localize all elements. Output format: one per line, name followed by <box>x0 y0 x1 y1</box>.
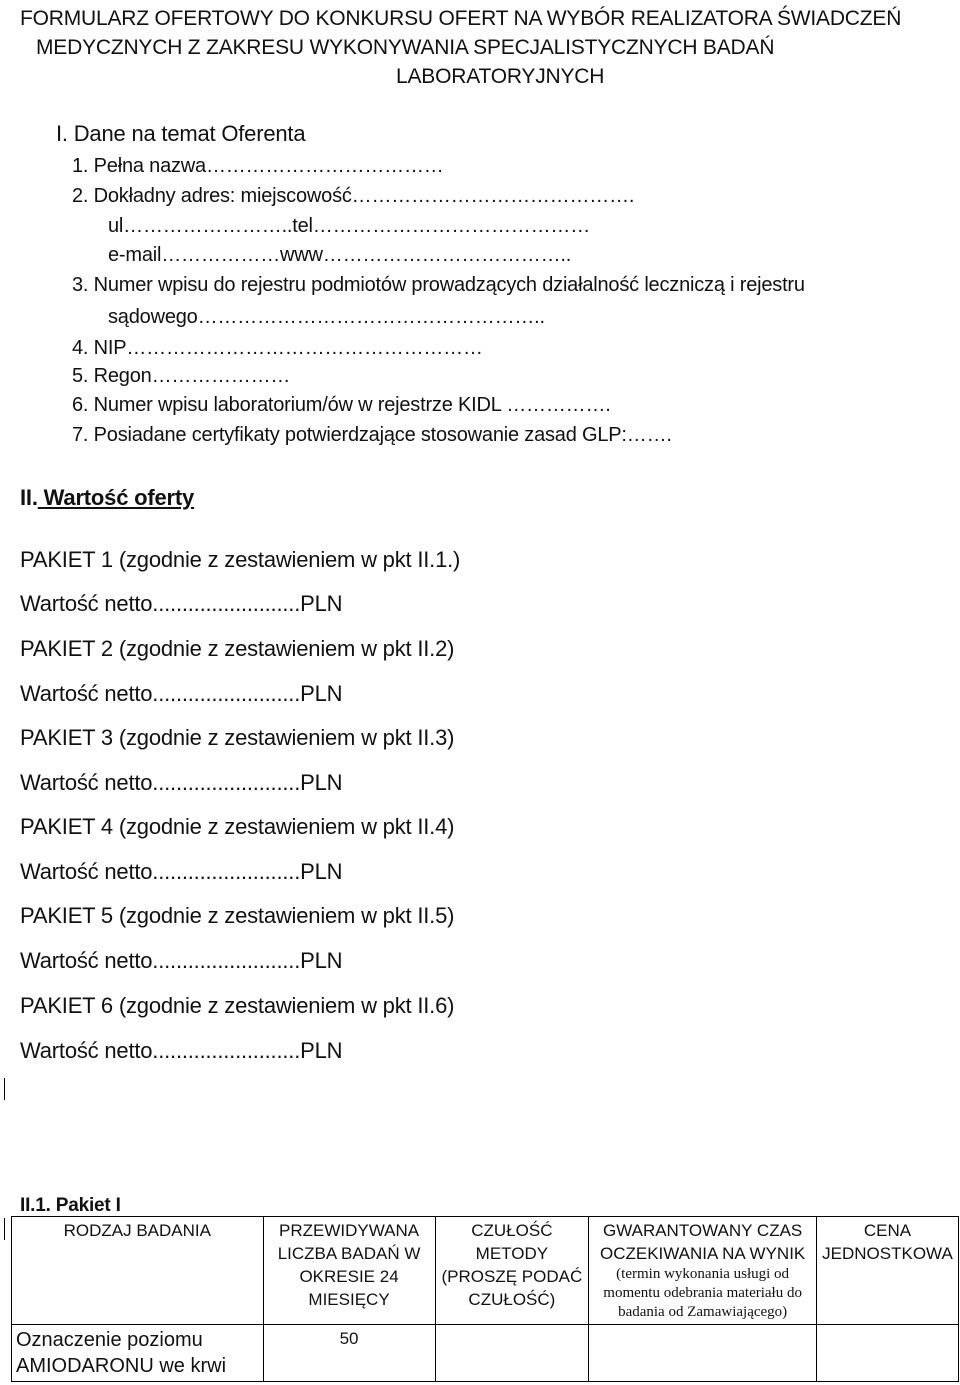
cell-unit-price[interactable] <box>816 1325 958 1382</box>
offerent-item: 4. NIP……………………………………………… <box>72 337 483 359</box>
offerent-item: 3. Numer wpisu do rejestru podmiotów prowadzących działalność leczniczą i rejestru <box>72 274 805 296</box>
offerent-item: 6. Numer wpisu laboratorium/ów w rejestrze KIDL ……………. <box>72 394 611 416</box>
table-row <box>12 1325 959 1382</box>
cell-wait-time[interactable] <box>589 1325 817 1382</box>
package-value: Wartość netto.........................PLN <box>20 681 343 706</box>
title-line-3: LABORATORYJNYCH <box>396 65 605 88</box>
package-value: Wartość netto.........................PLN <box>20 770 343 795</box>
section2-title: Wartość oferty <box>37 485 195 510</box>
package-value: Wartość netto.........................PLN <box>20 1038 343 1063</box>
offerent-item: sądowego…………………………………………….. <box>108 306 545 328</box>
header-test-type: RODZAJ BADANIA <box>12 1217 264 1325</box>
package-value: Wartość netto.........................PLN <box>20 859 343 884</box>
title-line-2: MEDYCZNYCH Z ZAKRESU WYKONYWANIA SPECJALISTYCZNYCH BADAŃ <box>36 36 775 59</box>
margin-bar <box>4 1218 5 1240</box>
package-label: PAKIET 6 (zgodnie z zestawieniem w pkt II.6) <box>20 993 455 1018</box>
package-label: PAKIET 1 (zgodnie z zestawieniem w pkt II.1.) <box>20 547 461 572</box>
section1-heading: I. Dane na temat Oferenta <box>56 121 306 146</box>
offerent-item: 5. Regon………………… <box>72 365 291 387</box>
pakiet1-heading: II.1. Pakiet I <box>20 1195 121 1216</box>
header-wait-time <box>589 1217 817 1325</box>
package-label: PAKIET 5 (zgodnie z zestawieniem w pkt II.5) <box>20 903 455 928</box>
cell-test-name: Oznaczenie poziomu AMIODARONU we krwi <box>12 1325 264 1382</box>
package-value: Wartość netto.........................PLN <box>20 591 343 616</box>
header-unit-price: CENA JEDNOSTKOWA <box>816 1217 958 1325</box>
margin-bar <box>4 1078 5 1100</box>
title-line-1: FORMULARZ OFERTOWY DO KONKURSU OFERT NA WYBÓR REALIZATORA ŚWIADCZEŃ <box>20 7 902 30</box>
package-label: PAKIET 3 (zgodnie z zestawieniem w pkt II.3) <box>20 725 455 750</box>
package-label: PAKIET 2 (zgodnie z zestawieniem w pkt II.2) <box>20 636 455 661</box>
header-sensitivity: CZUŁOŚĆ METODY (PROSZĘ PODAĆ CZUŁOŚĆ) <box>435 1217 589 1325</box>
pakiet1-table <box>11 1216 959 1382</box>
package-value: Wartość netto.........................PLN <box>20 948 343 973</box>
section2-heading <box>20 486 194 510</box>
offerent-item: 7. Posiadane certyfikaty potwierdzające stosowanie zasad GLP:……. <box>72 424 672 446</box>
header-expected-count: PRZEWIDYWANA LICZBA BADAŃ W OKRESIE 24 MIESIĘCY <box>263 1217 435 1325</box>
offerent-item: e-mail………………www……………………………….. <box>108 244 572 266</box>
header-wait-time-note: (termin wykonania usługi od momentu odebrania materiału do badania od Zamawiającego) <box>603 1266 802 1320</box>
offerent-item: 1. Pełna nazwa……………………………… <box>72 155 444 177</box>
cell-sensitivity[interactable] <box>435 1325 589 1382</box>
offerent-item: ul……………………..tel…………………………………… <box>108 215 591 237</box>
section2-number: II. <box>20 485 38 510</box>
header-wait-time-title: GWARANTOWANY CZAS OCZEKIWANIA NA WYNIK <box>599 1221 806 1263</box>
table-header-row <box>12 1217 959 1325</box>
offerent-item: 2. Dokładny adres: miejscowość……………………………………. <box>72 185 635 207</box>
document-title <box>20 4 940 91</box>
package-label: PAKIET 4 (zgodnie z zestawieniem w pkt II.4) <box>20 814 455 839</box>
cell-count: 50 <box>263 1325 435 1382</box>
